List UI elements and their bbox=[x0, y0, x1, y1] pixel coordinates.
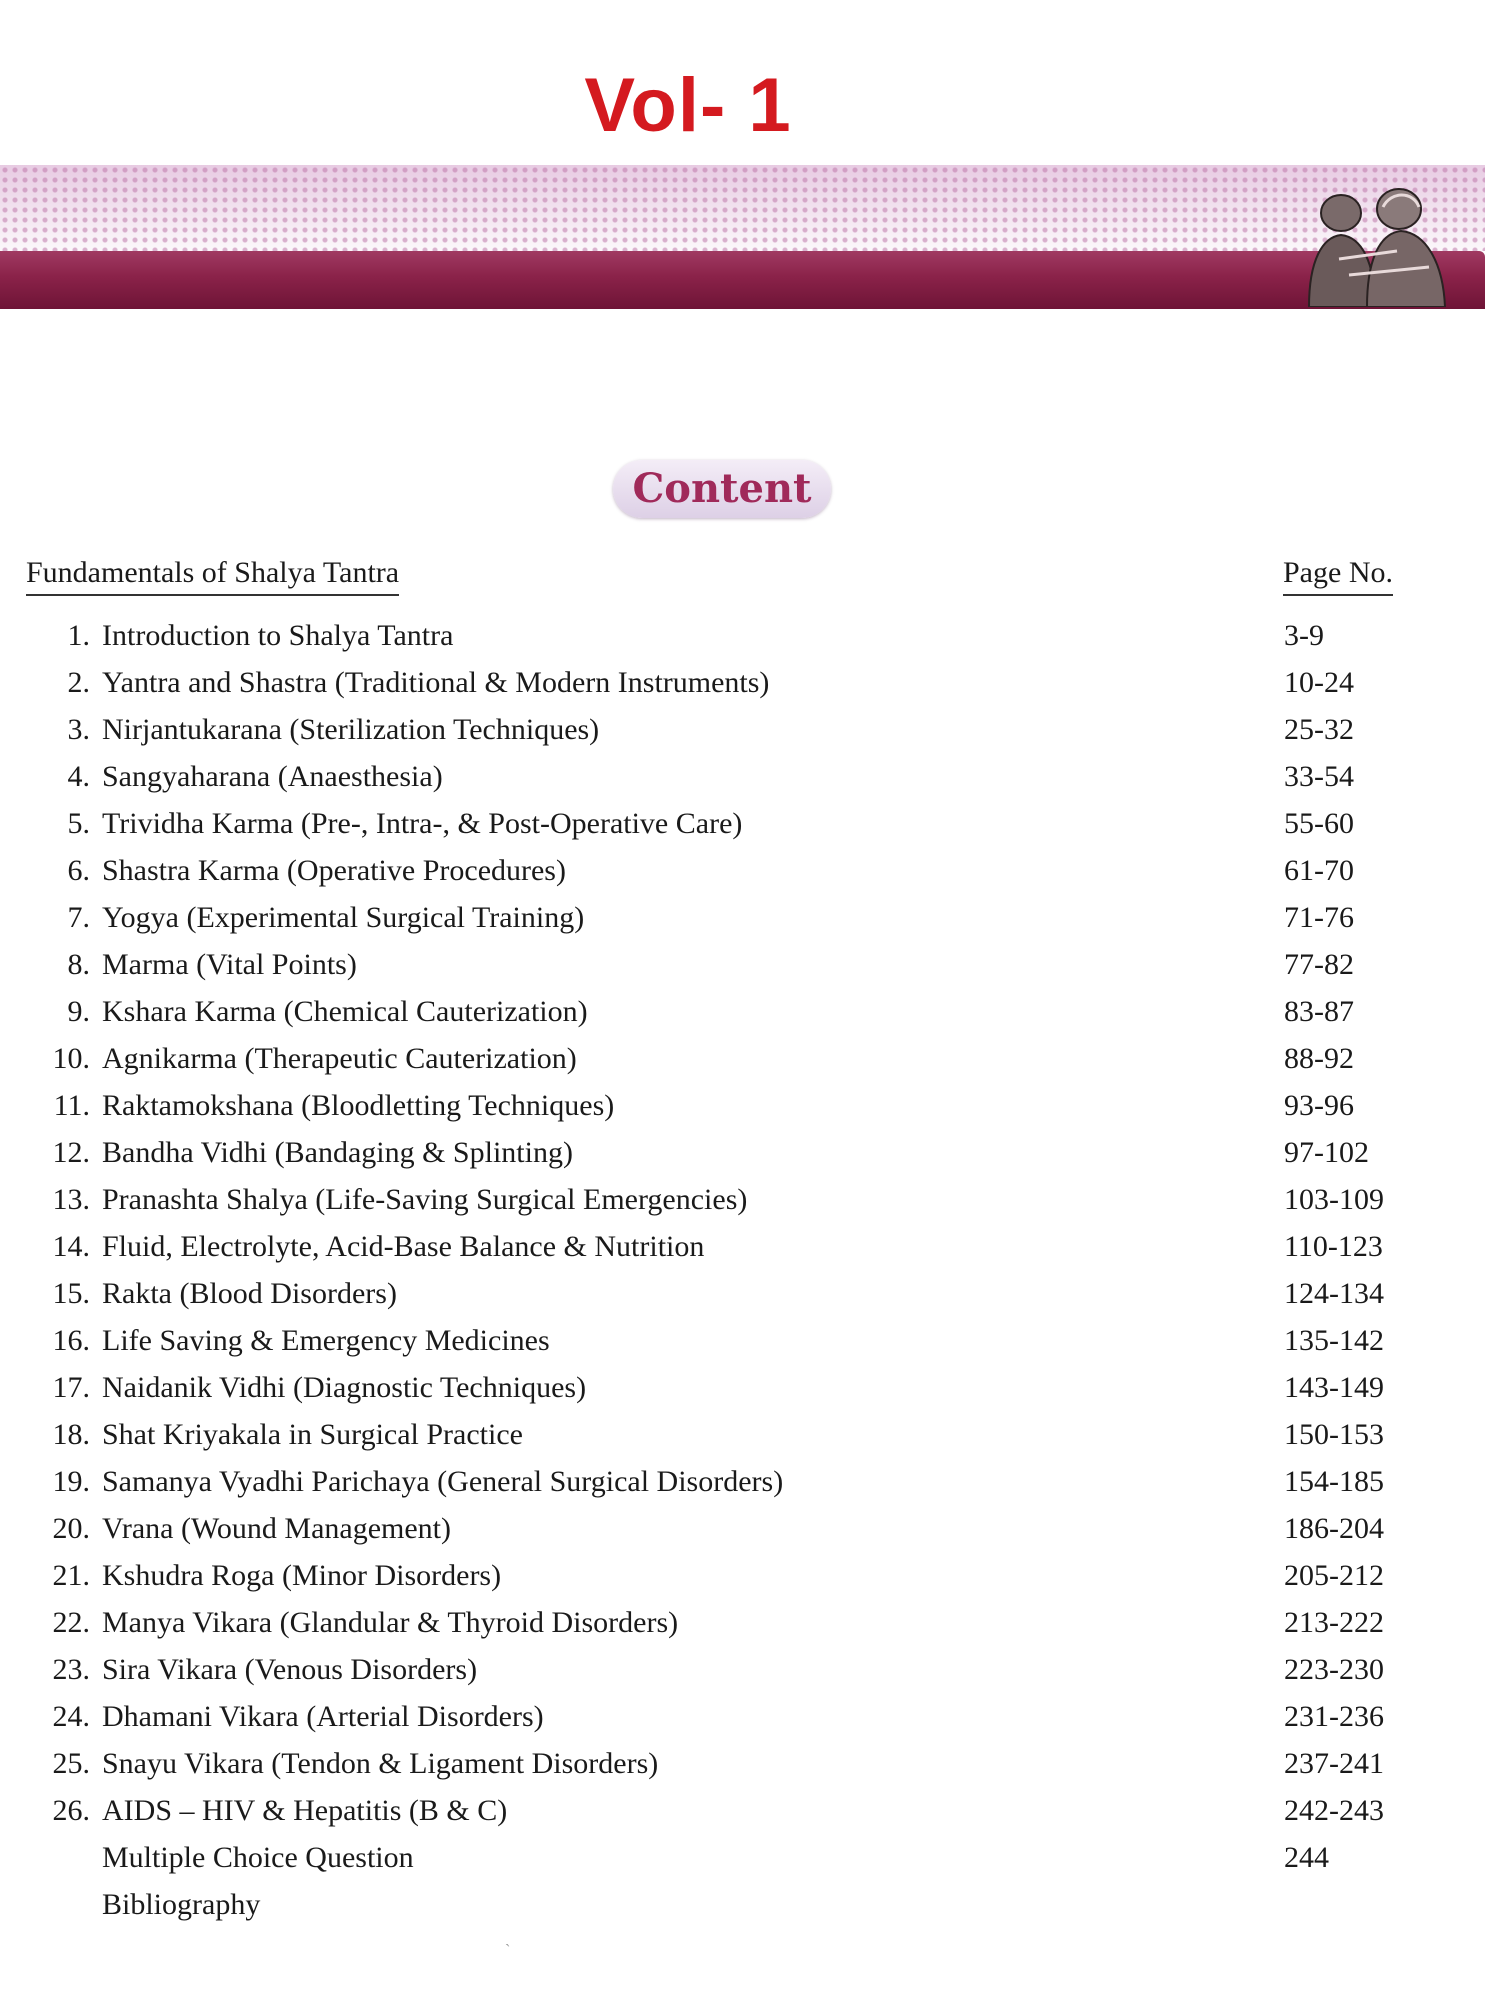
toc-entry-number: 3. bbox=[67, 713, 90, 746]
toc-entry bbox=[26, 659, 1426, 706]
toc-entry-pages: 213-222 bbox=[1284, 1606, 1384, 1639]
toc-entry bbox=[26, 1693, 1426, 1740]
toc-entry-title: Life Saving & Emergency Medicines bbox=[102, 1324, 550, 1357]
toc-entry-number: 5. bbox=[67, 807, 90, 840]
toc-entry-title: AIDS – HIV & Hepatitis (B & C) bbox=[102, 1794, 508, 1827]
toc-list bbox=[26, 612, 1426, 1928]
toc-entry-number: 2. bbox=[67, 666, 90, 699]
toc-entry-number: 13. bbox=[52, 1183, 90, 1216]
toc-entry-title: Shastra Karma (Operative Procedures) bbox=[102, 854, 566, 887]
toc-entry bbox=[26, 1411, 1426, 1458]
toc-entry-title: Agnikarma (Therapeutic Cauterization) bbox=[102, 1042, 577, 1075]
toc-entry-title: Marma (Vital Points) bbox=[102, 948, 357, 981]
toc-entry bbox=[26, 941, 1426, 988]
toc-entry bbox=[26, 1270, 1426, 1317]
stray-mark: ˏ bbox=[505, 1930, 511, 1947]
toc-entry-pages: 154-185 bbox=[1284, 1465, 1384, 1498]
toc-entry-title: Manya Vikara (Glandular & Thyroid Disorders) bbox=[102, 1606, 679, 1639]
toc-entry-pages: 55-60 bbox=[1284, 807, 1354, 840]
toc-entry-number: 8. bbox=[67, 948, 90, 981]
toc-entry bbox=[26, 1646, 1426, 1693]
toc-entry bbox=[26, 1552, 1426, 1599]
toc-entry-pages: 150-153 bbox=[1284, 1418, 1384, 1451]
toc-entry-number: 15. bbox=[52, 1277, 90, 1310]
toc-entry-number: 4. bbox=[67, 760, 90, 793]
toc-entry-pages: 223-230 bbox=[1284, 1653, 1384, 1686]
toc-entry-title: Snayu Vikara (Tendon & Ligament Disorders) bbox=[102, 1747, 659, 1780]
toc-entry-title: Bibliography bbox=[102, 1888, 261, 1921]
toc-section-title: Fundamentals of Shalya Tantra bbox=[26, 556, 399, 596]
toc-entry-number: 19. bbox=[52, 1465, 90, 1498]
toc-entry-pages: 143-149 bbox=[1284, 1371, 1384, 1404]
toc-entry-title: Shat Kriyakala in Surgical Practice bbox=[102, 1418, 523, 1451]
toc-entry-number: 12. bbox=[52, 1136, 90, 1169]
toc-entry-number: 18. bbox=[52, 1418, 90, 1451]
toc-entry-pages: 33-54 bbox=[1284, 760, 1354, 793]
toc-entry bbox=[26, 1317, 1426, 1364]
toc-entry-title: Samanya Vyadhi Parichaya (General Surgical Disorders) bbox=[102, 1465, 784, 1498]
toc-entry bbox=[26, 847, 1426, 894]
toc-entry bbox=[26, 1599, 1426, 1646]
toc-entry-number: 20. bbox=[52, 1512, 90, 1545]
toc-entry bbox=[26, 1035, 1426, 1082]
toc-entry-number: 26. bbox=[52, 1794, 90, 1827]
toc-entry bbox=[26, 1834, 1426, 1881]
toc-entry-pages: 10-24 bbox=[1284, 666, 1354, 699]
toc-entry-pages: 237-241 bbox=[1284, 1747, 1384, 1780]
toc-entry-number: 21. bbox=[52, 1559, 90, 1592]
toc-entry-pages: 242-243 bbox=[1284, 1794, 1384, 1827]
toc-entry bbox=[26, 1505, 1426, 1552]
volume-title: Vol- 1 bbox=[584, 63, 792, 148]
toc-entry-pages: 231-236 bbox=[1284, 1700, 1384, 1733]
toc-entry-pages: 71-76 bbox=[1284, 901, 1354, 934]
toc-entry-pages: 205-212 bbox=[1284, 1559, 1384, 1592]
toc-entry-number: 11. bbox=[53, 1089, 90, 1122]
toc-entry-number: 16. bbox=[52, 1324, 90, 1357]
content-heading: Content bbox=[613, 460, 831, 518]
toc-entry-title: Fluid, Electrolyte, Acid-Base Balance & Nutrition bbox=[102, 1230, 705, 1263]
toc-entry-title: Pranashta Shalya (Life-Saving Surgical Emergencies) bbox=[102, 1183, 748, 1216]
toc-entry-title: Raktamokshana (Bloodletting Techniques) bbox=[102, 1089, 615, 1122]
toc-entry-pages: 244 bbox=[1284, 1841, 1329, 1874]
toc-entry-title: Yantra and Shastra (Traditional & Modern Instruments) bbox=[102, 666, 770, 699]
toc-entry-number: 6. bbox=[67, 854, 90, 887]
toc-entry-pages: 186-204 bbox=[1284, 1512, 1384, 1545]
toc-entry-number: 10. bbox=[52, 1042, 90, 1075]
toc-entry bbox=[26, 612, 1426, 659]
toc-entry-pages: 88-92 bbox=[1284, 1042, 1354, 1075]
toc-entry-title: Sira Vikara (Venous Disorders) bbox=[102, 1653, 478, 1686]
toc-entry bbox=[26, 1881, 1426, 1928]
toc-entry-title: Rakta (Blood Disorders) bbox=[102, 1277, 397, 1310]
banner-bar bbox=[0, 251, 1485, 309]
toc-entry-title: Naidanik Vidhi (Diagnostic Techniques) bbox=[102, 1371, 587, 1404]
banner-pattern bbox=[0, 165, 1485, 251]
toc-entry bbox=[26, 706, 1426, 753]
toc-entry-number: 7. bbox=[67, 901, 90, 934]
toc-entry-pages: 25-32 bbox=[1284, 713, 1354, 746]
toc-entry-title: Trividha Karma (Pre-, Intra-, & Post-Operative Care) bbox=[102, 807, 743, 840]
toc-entry-title: Introduction to Shalya Tantra bbox=[102, 619, 454, 652]
toc-entry-title: Multiple Choice Question bbox=[102, 1841, 414, 1874]
toc-entry-number: 24. bbox=[52, 1700, 90, 1733]
toc-entry-title: Sangyaharana (Anaesthesia) bbox=[102, 760, 443, 793]
toc-entry-title: Vrana (Wound Management) bbox=[102, 1512, 451, 1545]
toc-entry bbox=[26, 1364, 1426, 1411]
toc-entry-title: Yogya (Experimental Surgical Training) bbox=[102, 901, 585, 934]
toc-entry bbox=[26, 1458, 1426, 1505]
toc-entry-pages: 77-82 bbox=[1284, 948, 1354, 981]
toc-entry-pages: 135-142 bbox=[1284, 1324, 1384, 1357]
toc-entry bbox=[26, 1787, 1426, 1834]
toc-entry-title: Kshara Karma (Chemical Cauterization) bbox=[102, 995, 588, 1028]
toc-entry-pages: 110-123 bbox=[1284, 1230, 1383, 1263]
toc-entry-number: 17. bbox=[52, 1371, 90, 1404]
toc-entry bbox=[26, 753, 1426, 800]
toc-entry-title: Kshudra Roga (Minor Disorders) bbox=[102, 1559, 502, 1592]
toc-entry-pages: 103-109 bbox=[1284, 1183, 1384, 1216]
toc-entry-number: 9. bbox=[67, 995, 90, 1028]
toc-entry-number: 14. bbox=[52, 1230, 90, 1263]
toc-entry-number: 23. bbox=[52, 1653, 90, 1686]
toc-entry-number: 22. bbox=[52, 1606, 90, 1639]
toc-entry-pages: 97-102 bbox=[1284, 1136, 1369, 1169]
toc-entry-number: 1. bbox=[67, 619, 90, 652]
toc-entry bbox=[26, 988, 1426, 1035]
toc-entry bbox=[26, 1082, 1426, 1129]
toc-entry bbox=[26, 800, 1426, 847]
toc-entry-title: Bandha Vidhi (Bandaging & Splinting) bbox=[102, 1136, 573, 1169]
toc-entry-title: Dhamani Vikara (Arterial Disorders) bbox=[102, 1700, 544, 1733]
toc-entry bbox=[26, 1176, 1426, 1223]
toc-entry bbox=[26, 1223, 1426, 1270]
toc-entry-pages: 61-70 bbox=[1284, 854, 1354, 887]
toc-entry-title: Nirjantukarana (Sterilization Techniques) bbox=[102, 713, 600, 746]
toc-entry bbox=[26, 894, 1426, 941]
header-banner bbox=[0, 165, 1485, 310]
toc-entry-number: 25. bbox=[52, 1747, 90, 1780]
toc-entry-pages: 3-9 bbox=[1284, 619, 1324, 652]
toc-entry bbox=[26, 1129, 1426, 1176]
toc-page-column-label: Page No. bbox=[1283, 556, 1393, 596]
surgeons-illustration-icon bbox=[1279, 179, 1459, 307]
toc-entry-pages: 83-87 bbox=[1284, 995, 1354, 1028]
toc-entry-pages: 93-96 bbox=[1284, 1089, 1354, 1122]
toc-header bbox=[26, 556, 1406, 602]
toc-entry bbox=[26, 1740, 1426, 1787]
toc-entry-pages: 124-134 bbox=[1284, 1277, 1384, 1310]
